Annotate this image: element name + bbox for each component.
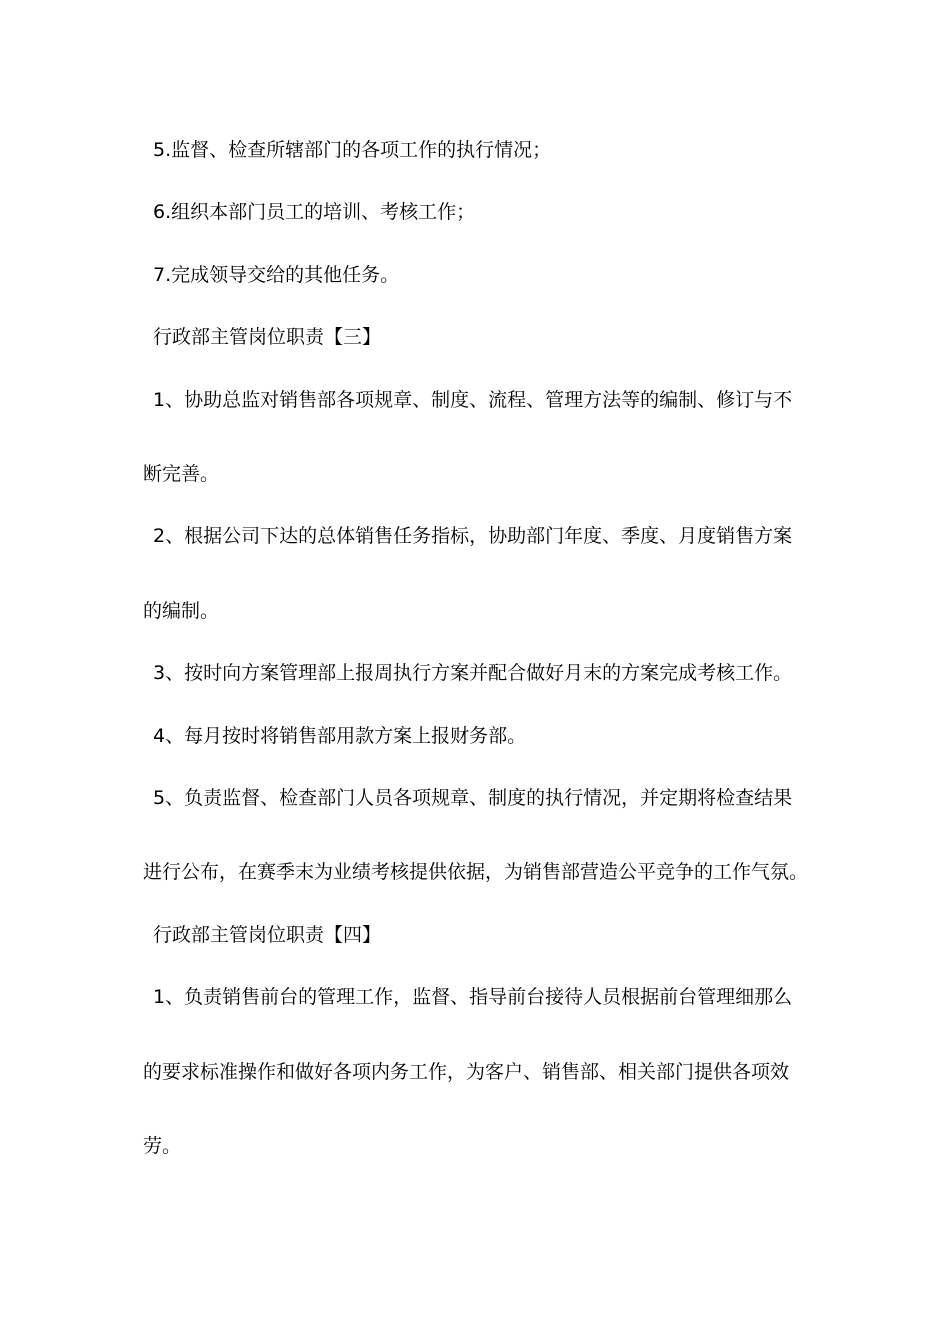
duty-four-1-line-3: 劳。 (143, 1135, 182, 1157)
duty-four-1-line-2: 的要求标准操作和做好各项内务工作，为客户、销售部、相关部门提供各项效 (143, 1061, 790, 1083)
section-heading-three: 行政部主管岗位职责【三】 (153, 326, 382, 348)
duty-1-line-1: 1、协助总监对销售部各项规章、制度、流程、管理方法等的编制、修订与不 (153, 389, 793, 411)
list-item-5-supervise: 5.监督、检查所辖部门的各项工作的执行情况； (153, 139, 552, 161)
duty-5-line-2: 进行公布，在赛季末为业绩考核提供依据，为销售部营造公平竞争的工作气氛。 (143, 861, 809, 883)
section-heading-four: 行政部主管岗位职责【四】 (153, 924, 382, 946)
duty-four-1-line-1: 1、负责销售前台的管理工作，监督、指导前台接待人员根据前台管理细那么 (153, 986, 793, 1008)
duty-1-line-2: 断完善。 (143, 463, 220, 485)
list-item-6-training: 6.组织本部门员工的培训、考核工作； (153, 201, 476, 223)
duty-2-line-2: 的编制。 (143, 600, 220, 622)
duty-4: 4、每月按时将销售部用款方案上报财务部。 (153, 725, 527, 747)
duty-3: 3、按时向方案管理部上报周执行方案并配合做好月末的方案完成考核工作。 (153, 662, 793, 684)
duty-2-line-1: 2、根据公司下达的总体销售任务指标，协助部门年度、季度、月度销售方案 (153, 525, 793, 547)
list-item-7-other-tasks: 7.完成领导交给的其他任务。 (153, 264, 400, 286)
duty-5-line-1: 5、负责监督、检查部门人员各项规章、制度的执行情况，并定期将检查结果 (153, 787, 793, 809)
